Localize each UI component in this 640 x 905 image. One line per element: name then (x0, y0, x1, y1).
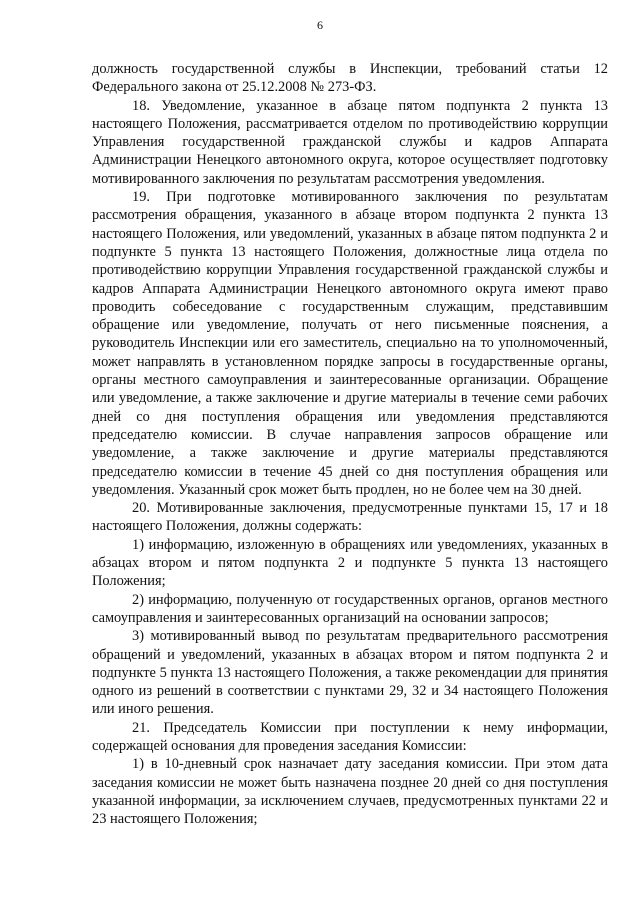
paragraph-21: 21. Председатель Комиссии при поступлении к нему информации, содержащей основания для проведения заседания Комиссии: (92, 719, 608, 754)
paragraph-20-item-1: 1) информацию, изложенную в обращениях или уведомлениях, указанных в абзацах втором и пятом подпункта 2 и подпункте 5 пункта 13 настоящего Положения; (92, 536, 608, 590)
page-number: 6 (317, 18, 323, 32)
document-body (92, 60, 608, 828)
paragraph-20: 20. Мотивированные заключения, предусмотренные пунктами 15, 17 и 18 настоящего Положения, должны содержать: (92, 500, 608, 535)
paragraph-continuation: должность государственной службы в Инспекции, требований статьи 12 Федерального закона от 25.12.2008 № 273-ФЗ. (92, 61, 608, 96)
paragraph-21-item-1: 1) в 10-дневный срок назначает дату заседания комиссии. При этом дата заседания комиссии не может быть назначена позднее 20 дней со дня поступления указанной информации, за исключением случаев, предусмотренных пунктами 22 и 23 настоящего Положения; (92, 756, 608, 828)
paragraph-18: 18. Уведомление, указанное в абзаце пятом подпункта 2 пункта 13 настоящего Положения, рассматривается отделом по противодействию коррупции Управления государственной гражданской службы и кадров Аппарата Администрации Ненецкого автономного округа, которое осуществляет подготовку мотивированного заключения по результатам рассмотрения уведомления. (92, 97, 608, 187)
paragraph-19: 19. При подготовке мотивированного заключения по результатам рассмотрения обращения, указанного в абзаце втором подпункта 2 пункта 13 настоящего Положения, или уведомлений, указанных в абзаце пятом подпункта 2 и подпункте 5 пункта 13 настоящего Положения, должностные лица отдела по противодействию коррупции Управления государственной гражданской службы и кадров Аппарата Администрации Ненецкого автономного округа имеют право проводить собеседование с государственным служащим, представившим обращение или уведомление, получать от него письменные пояснения, а руководитель Инспекции или его заместитель, специально на то уполномоченный, может направлять в установленном порядке запросы в государственные органы, органы местного самоуправления и заинтересованные организации. Обращение или уведомление, а также заключение и другие материалы в течение семи рабочих дней со дня поступления обращения или уведомления представляются председателю комиссии. В случае направления запросов обращение или уведомление, а также заключение и другие материалы представляются председателю комиссии в течение 45 дней со дня поступления обращения или уведомления. Указанный срок может быть продлен, но не более чем на 30 дней. (92, 189, 608, 498)
paragraph-20-item-2: 2) информацию, полученную от государственных органов, органов местного самоуправления и заинтересованных организаций на основании запросов; (92, 591, 608, 626)
paragraph-20-item-3: 3) мотивированный вывод по результатам предварительного рассмотрения обращений и уведомлений, указанных в абзацах втором и пятом подпункта 2 и подпункте 5 пункта 13 настоящего Положения, а также рекомендации для принятия одного из решений в соответствии с пунктами 29, 32 и 34 настоящего Положения или иного решения. (92, 628, 608, 718)
